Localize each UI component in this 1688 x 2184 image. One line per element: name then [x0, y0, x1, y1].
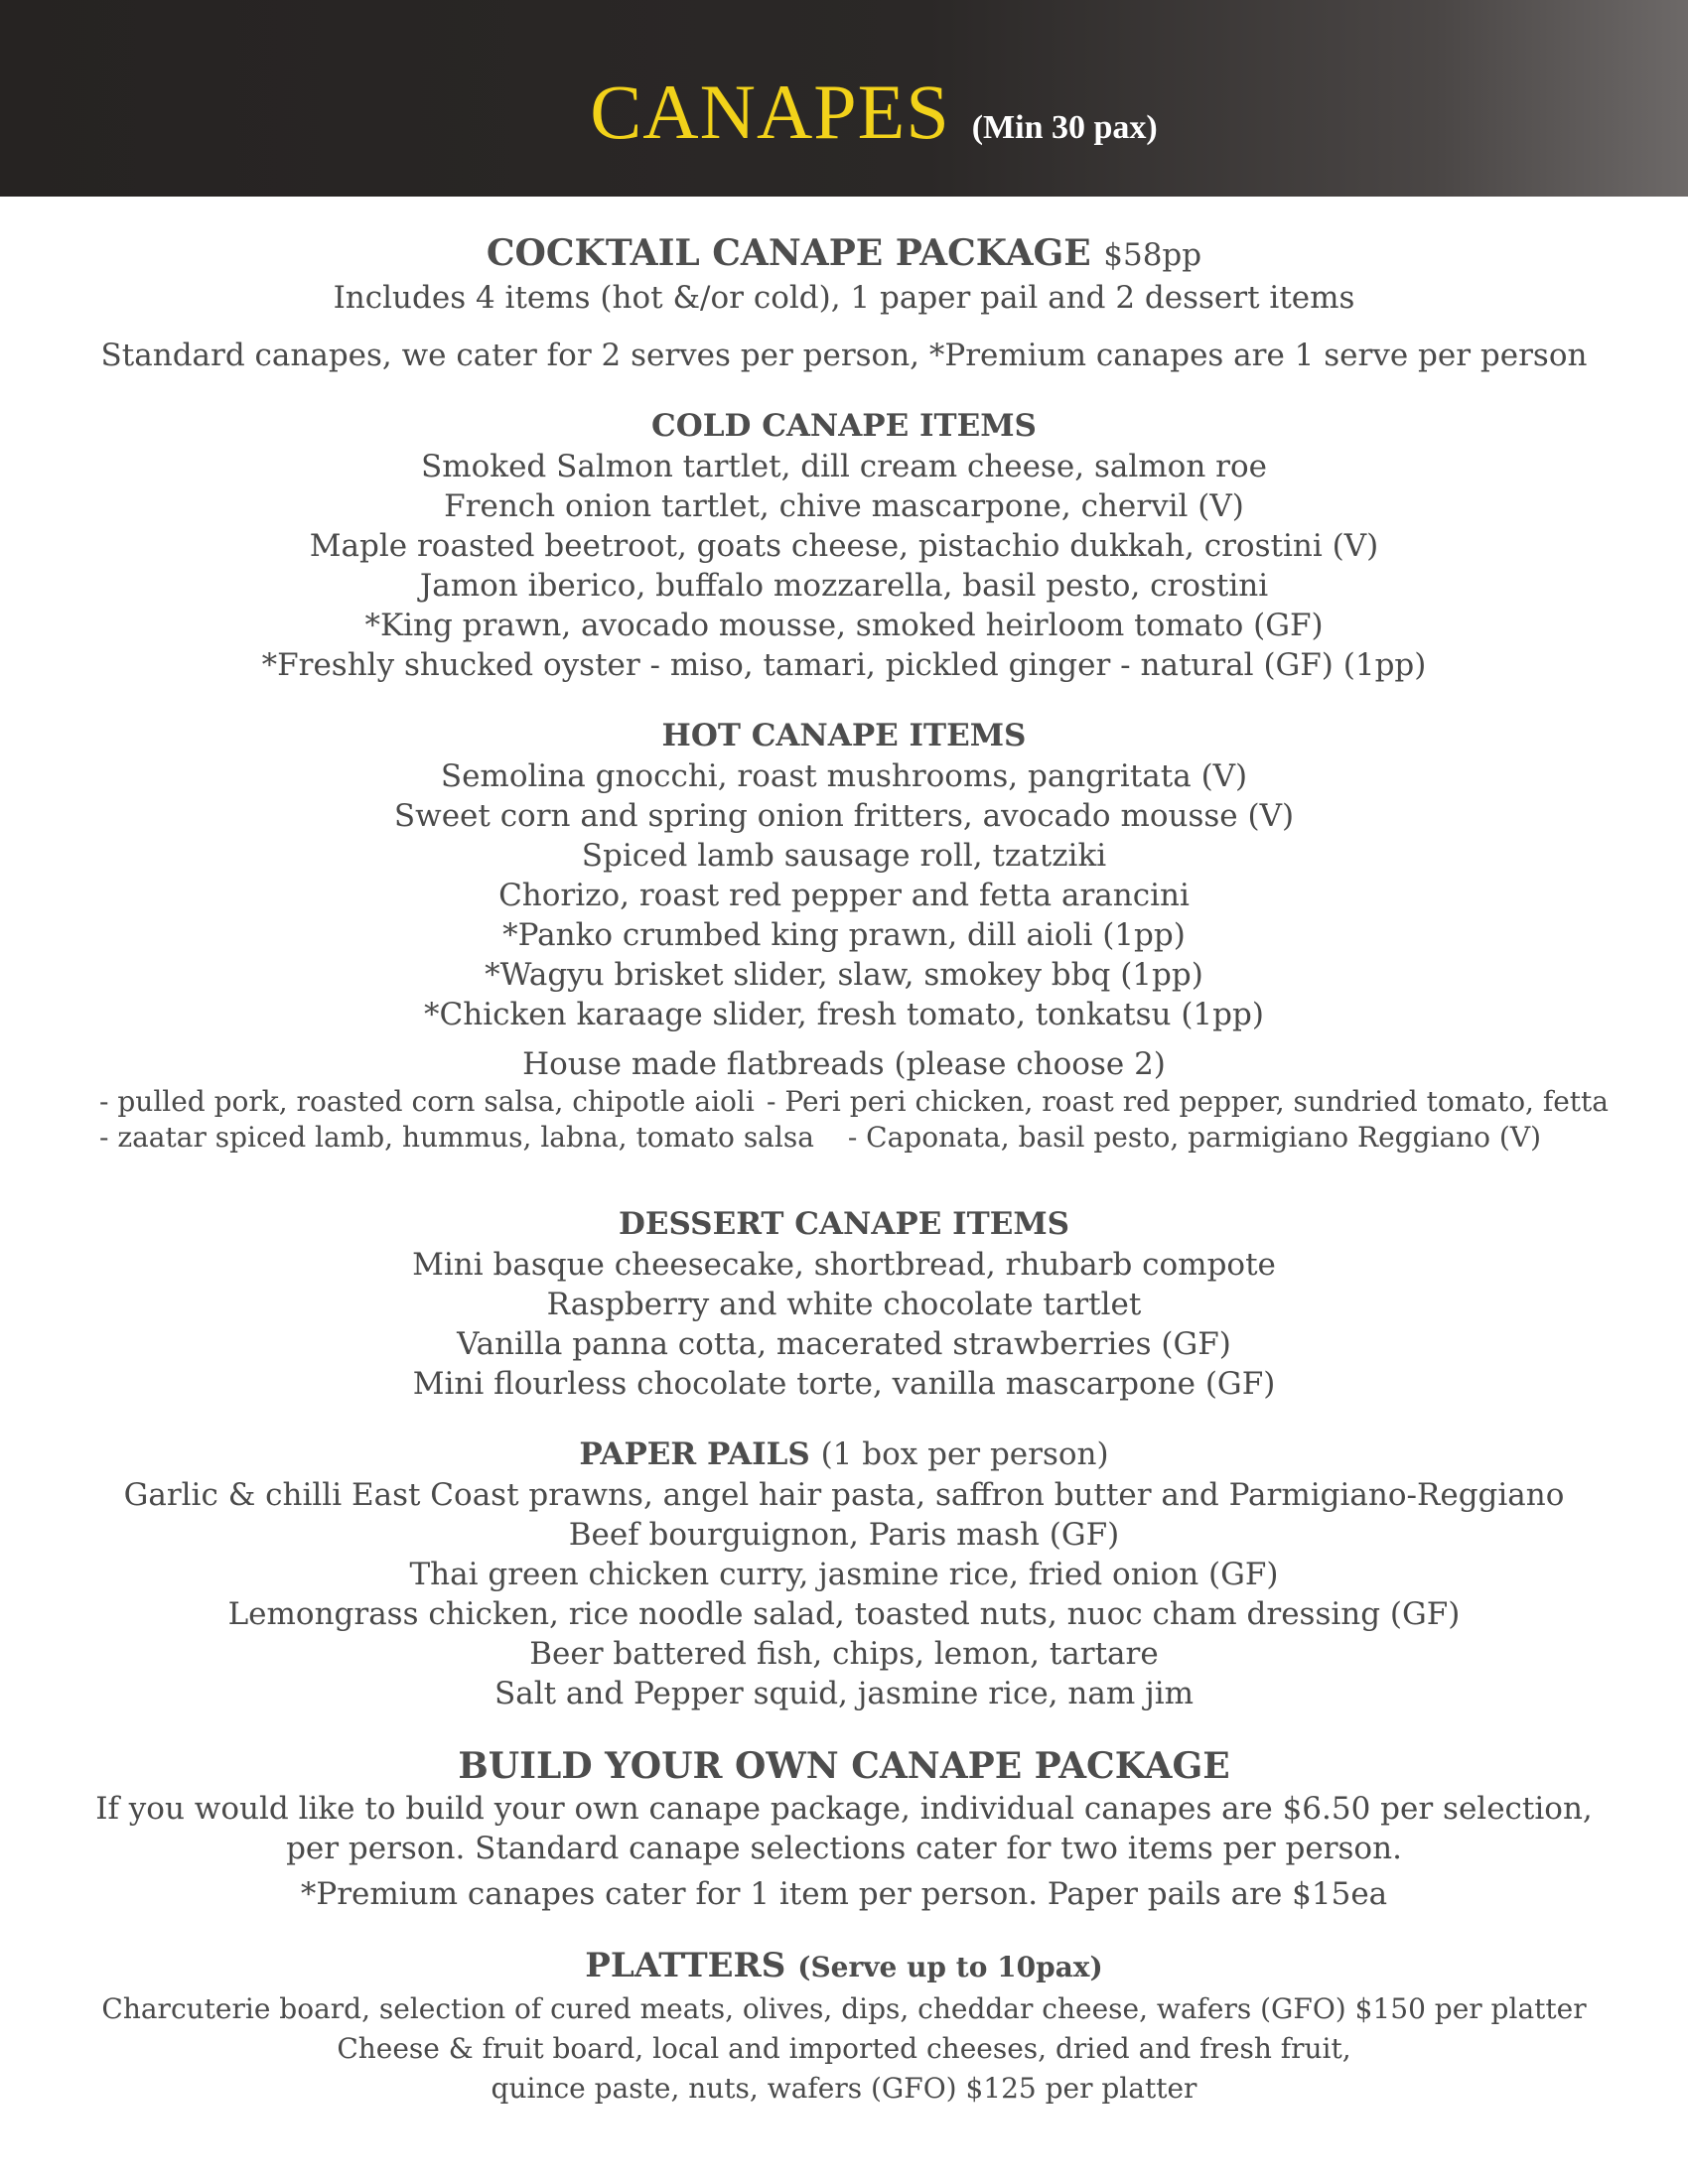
platter-item: Cheese & fruit board, local and imported cheeses, dried and fresh fruit,	[337, 2032, 1351, 2065]
paper-pails-title: PAPER PAILS	[579, 1436, 810, 1472]
paper-pails-note: (1 box per person)	[820, 1436, 1109, 1472]
build-package-text: If you would like to build your own canape package, individual canapes are $6.50 per selection,	[95, 1791, 1593, 1827]
paper-pail-item: Thai green chicken curry, jasmine rice, fried onion (GF)	[409, 1557, 1279, 1592]
platters-note: (Serve up to 10pax)	[797, 1951, 1103, 1983]
cold-item: Smoked Salmon tartlet, dill cream cheese, salmon roe	[421, 449, 1267, 484]
platters-title: PLATTERS	[585, 1946, 786, 1985]
menu-header-banner	[0, 0, 1688, 197]
cocktail-serves-note: Standard canapes, we cater for 2 serves per person, *Premium canapes are 1 serve per person	[100, 338, 1588, 373]
paper-pail-item: Salt and Pepper squid, jasmine rice, nam jim	[493, 1676, 1195, 1711]
platters-heading	[0, 1944, 1688, 1989]
cold-item: Jamon iberico, buffalo mozzarella, basil pesto, crostini	[419, 568, 1269, 604]
flatbread-row	[0, 1084, 1688, 1120]
menu-content	[0, 230, 1688, 2109]
flatbread-option: - Caponata, basil pesto, parmigiano Reggiano (V)	[847, 1121, 1541, 1154]
build-package-premium-note: *Premium canapes cater for 1 item per person. Paper pails are $15ea	[300, 1876, 1388, 1912]
cold-item: *King prawn, avocado mousse, smoked heirloom tomato (GF)	[364, 608, 1324, 643]
flatbread-option: - Peri peri chicken, roast red pepper, sundried tomato, fetta	[767, 1085, 1609, 1118]
cocktail-package-title: COCKTAIL CANAPE PACKAGE	[486, 232, 1091, 274]
paper-pail-item: Garlic & chilli East Coast prawns, angel hair pasta, saffron butter and Parmigiano-Reggiano	[123, 1477, 1565, 1513]
hot-item: Semolina gnocchi, roast mushrooms, pangritata (V)	[440, 758, 1248, 794]
cold-item: *Freshly shucked oyster - miso, tamari, pickled ginger - natural (GF) (1pp)	[261, 647, 1427, 683]
flatbread-row	[0, 1120, 1688, 1156]
paper-pail-item: Beer battered fish, chips, lemon, tartare	[529, 1636, 1159, 1672]
dessert-item: Mini basque cheesecake, shortbread, rhubarb compote	[412, 1247, 1276, 1283]
hot-item: *Wagyu brisket slider, slaw, smokey bbq (1pp)	[485, 957, 1203, 993]
cold-item: French onion tartlet, chive mascarpone, chervil (V)	[444, 488, 1244, 524]
platter-item: Charcuterie board, selection of cured meats, olives, dips, cheddar cheese, wafers (GFO) $150 per platter	[101, 1992, 1587, 2025]
page-title: CANAPES	[590, 68, 950, 155]
dessert-item: Mini flourless chocolate torte, vanilla mascarpone (GF)	[412, 1366, 1276, 1402]
hot-item: *Chicken karaage slider, fresh tomato, tonkatsu (1pp)	[424, 997, 1264, 1032]
cold-items-heading: COLD CANAPE ITEMS	[651, 408, 1037, 444]
cocktail-includes: Includes 4 items (hot &/or cold), 1 paper pail and 2 dessert items	[333, 280, 1355, 316]
hot-item: Spiced lamb sausage roll, tzatziki	[581, 838, 1107, 874]
dessert-item: Raspberry and white chocolate tartlet	[546, 1287, 1142, 1322]
cocktail-package-price: $58pp	[1103, 237, 1202, 273]
paper-pail-item: Beef bourguignon, Paris mash (GF)	[568, 1517, 1120, 1553]
flatbread-option: - pulled pork, roasted corn salsa, chipotle aioli	[99, 1085, 755, 1118]
dessert-items-heading: DESSERT CANAPE ITEMS	[618, 1206, 1070, 1242]
hot-item: Chorizo, roast red pepper and fetta arancini	[498, 878, 1190, 913]
dessert-item: Vanilla panna cotta, macerated strawberries (GF)	[457, 1326, 1231, 1362]
cold-item: Maple roasted beetroot, goats cheese, pistachio dukkah, crostini (V)	[309, 528, 1379, 564]
platter-item: quince paste, nuts, wafers (GFO) $125 per platter	[491, 2072, 1197, 2105]
hot-item: Sweet corn and spring onion fritters, avocado mousse (V)	[393, 798, 1295, 834]
paper-pail-item: Lemongrass chicken, rice noodle salad, toasted nuts, nuoc cham dressing (GF)	[227, 1596, 1461, 1632]
hot-item: *Panko crumbed king prawn, dill aioli (1pp)	[502, 917, 1186, 953]
build-package-heading: BUILD YOUR OWN CANAPE PACKAGE	[458, 1745, 1230, 1787]
paper-pails-heading	[0, 1433, 1688, 1475]
cocktail-package-heading	[0, 230, 1688, 278]
flatbread-option: - zaatar spiced lamb, hummus, labna, tomato salsa	[99, 1121, 814, 1154]
hot-items-heading: HOT CANAPE ITEMS	[661, 718, 1027, 753]
header-title-group	[590, 68, 1157, 157]
page-subtitle: (Min 30 pax)	[971, 109, 1158, 146]
flatbreads-heading: House made flatbreads (please choose 2)	[522, 1046, 1166, 1082]
build-package-text: per person. Standard canape selections cater for two items per person.	[286, 1831, 1402, 1866]
